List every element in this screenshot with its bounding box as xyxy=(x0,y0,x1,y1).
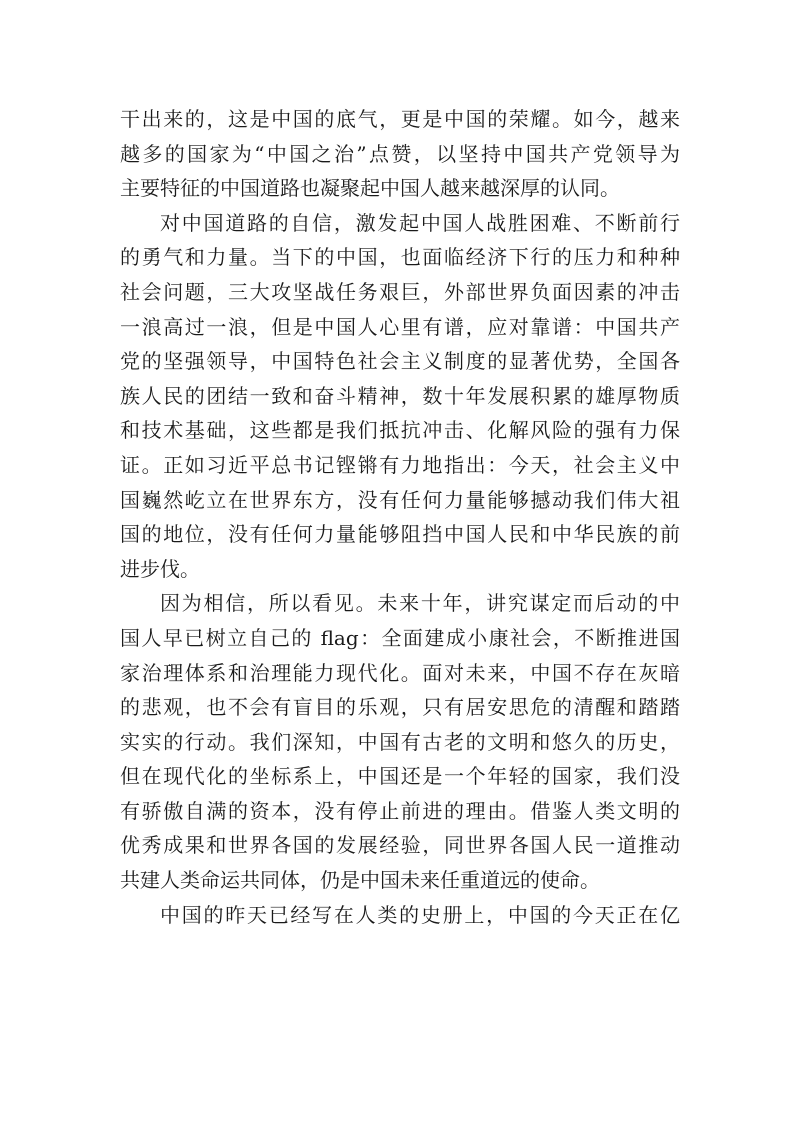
text-line: 主要特征的中国道路也凝聚起中国人越来越深厚的认同。 xyxy=(120,176,620,201)
text-line: 有骄傲自满的资本，没有停止前进的理由。借鉴人类文明的 xyxy=(120,798,680,823)
text-line: 国巍然屹立在世界东方，没有任何力量能够撼动我们伟大祖 xyxy=(120,487,680,512)
text-line: 和技术基础，这些都是我们抵抗冲击、化解风险的强有力保 xyxy=(120,418,680,443)
text-line: 族人民的团结一致和奋斗精神，数十年发展积累的雄厚物质 xyxy=(120,383,680,408)
paragraph-first-line: 中国的昨天已经写在人类的史册上，中国的今天正在亿 xyxy=(160,902,680,927)
text-line: 一浪高过一浪，但是中国人心里有谱，应对靠谱：中国共产 xyxy=(120,314,680,339)
text-line: 家治理体系和治理能力现代化。面对未来，中国不存在灰暗 xyxy=(120,660,680,685)
text-line: 党的坚强领导，中国特色社会主义制度的显著优势，全国各 xyxy=(120,349,680,374)
text-line: 越多的国家为“中国之治”点赞，以坚持中国共产党领导为 xyxy=(120,141,680,166)
paragraph-first-line: 对中国道路的自信，激发起中国人战胜困难、不断前行 xyxy=(160,210,680,235)
text-line: 国人早已树立自己的 flag：全面建成小康社会，不断推进国 xyxy=(120,625,680,650)
text-line: 的悲观，也不会有盲目的乐观，只有居安思危的清醒和踏踏 xyxy=(120,695,680,720)
paragraph-first-line: 因为相信，所以看见。未来十年，讲究谋定而后动的中 xyxy=(160,591,680,616)
text-line: 但在现代化的坐标系上，中国还是一个年轻的国家，我们没 xyxy=(120,764,680,789)
text-line: 干出来的，这是中国的底气，更是中国的荣耀。如今，越来 xyxy=(120,107,680,131)
text-line: 国的地位，没有任何力量能够阻挡中国人民和中华民族的前 xyxy=(120,522,680,547)
text-line: 的勇气和力量。当下的中国，也面临经济下行的压力和种种 xyxy=(120,245,680,270)
body-text xyxy=(120,102,680,932)
text-line: 进步伐。 xyxy=(120,556,200,581)
text-line: 优秀成果和世界各国的发展经验，同世界各国人民一道推动 xyxy=(120,833,680,858)
text-line: 社会问题，三大攻坚战任务艰巨，外部世界负面因素的冲击 xyxy=(120,279,680,304)
text-line: 实实的行动。我们深知，中国有古老的文明和悠久的历史， xyxy=(120,729,680,754)
text-line: 共建人类命运共同体，仍是中国未来任重道远的使命。 xyxy=(120,868,600,893)
text-line: 证。正如习近平总书记铿锵有力地指出：今天，社会主义中 xyxy=(120,452,680,477)
